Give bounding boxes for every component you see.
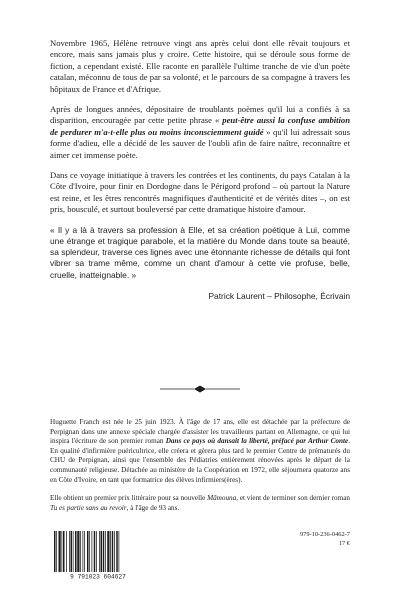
barcode-bar	[84, 531, 85, 572]
barcode-bar	[87, 531, 89, 572]
synopsis-quote-emphasis: peut-être aussi la confuse ambition de perdurer m'a-t-elle plus ou moins inconsciemment guidé	[50, 115, 350, 137]
barcode-bar	[94, 531, 96, 572]
synopsis-p2-after: » qu'il lui adressait sous forme d'adieu, elle a décidé de les sauver de l'oubli afin de faire naître, reconnaître et aimer cet immense poète.	[50, 126, 351, 160]
barcode-bar	[54, 531, 56, 572]
barcode-bar	[80, 531, 81, 572]
barcode-bar	[107, 531, 109, 572]
synopsis-paragraph-1: Novembre 1965, Hélène retrouve vingt ans après celui dont elle rêvait toujours et encore, mais sans jamais plus y croire. Cette histoire, qui se déroule sous forme de fiction, a cependant existé. Elle raconte en parallèle l'ultime tranche de vie d'un poète catalan, méconnu de tous de par sa volonté, et le parcours de sa compagne à travers les hôpitaux de France et d'Afrique.	[50, 38, 350, 94]
barcode-bar	[66, 531, 67, 572]
bio-short-story-title: Mâmouna	[207, 494, 237, 503]
barcode-bar	[103, 531, 105, 572]
review-quote: « Il y a là à travers sa profession à Elle, et sa création poétique à Lui, comme une étrange et tragique parabole, et la matière du Monde dans toute sa beauté, sa splendeur, traverse ces lignes avec une étonnante richesse de détails qui font vibrer sa trame même, comme un chant d'amour à cette vie profuse, belle, cruelle, inatteignable. »	[50, 224, 350, 280]
bio-p1-text-2: . En qualité d'infirmière puéricultrice, elle créera et gèrera plus tard le premier Centre de prématurés du CHU de Perpignan, ainsi que l'ensemble des Pédiatries entièrement rénovées après le départ de la communauté religieuse. Détachée au ministère de la Coopération en 1972, elle séjournera quatorze ans en Côte d'Ivoire, en tant que formatrice des élèves infirmiers(ères).	[50, 437, 351, 484]
barcode-bar	[114, 531, 115, 572]
barcode-bar	[92, 531, 93, 572]
barcode-bar	[56, 531, 57, 572]
author-bio-section	[50, 418, 350, 513]
barcode-bar	[112, 531, 114, 572]
barcode-bar	[75, 531, 77, 572]
isbn-price-block	[300, 530, 350, 548]
barcode-bar	[63, 531, 65, 572]
barcode-bar	[77, 531, 79, 572]
bio-paragraph-1	[50, 418, 350, 485]
synopsis-p2-before: Après de longues années, dépositaire de troublants poèmes qu'il lui a confiés à sa disparition, encouragée par cette petite phrase «	[50, 104, 350, 126]
isbn-barcode	[50, 530, 146, 580]
barcode-bars	[54, 531, 119, 572]
bio-p2-text-3: , à l'âge de 93 ans.	[126, 503, 180, 512]
synopsis-paragraph-2	[50, 104, 350, 161]
barcode-bar	[110, 531, 111, 572]
bio-first-novel-title: Dans ce pays où dansait la liberté, préfacé par Arthur Conte	[165, 437, 349, 446]
barcode-bar	[119, 531, 120, 572]
synopsis-section	[50, 38, 350, 301]
bio-paragraph-2	[50, 494, 350, 513]
barcode-bar	[83, 531, 84, 572]
barcode-bar	[73, 531, 74, 572]
review-author: Patrick Laurent – Philosophe, Écrivain	[208, 290, 350, 301]
bio-p2-text-2: , et vient de terminer son dernier roman	[236, 494, 350, 503]
barcode-bar	[99, 531, 100, 572]
isbn-number: 979-10-236-0462-7	[299, 531, 350, 538]
barcode-bar	[71, 531, 73, 572]
barcode-bar	[105, 531, 106, 572]
barcode-bar	[89, 531, 90, 572]
barcode-bar	[116, 531, 118, 572]
barcode-area	[50, 530, 350, 586]
barcode-bar	[59, 531, 61, 572]
bio-p1-text: Huguette Franch est née le 25 juin 1923. À l'âge de 17 ans, elle est détachée par la préfecture de Perpignan dans une annexe spéciale chargée d'assister les travailleurs partant en Allemagne, ce qui lui inspira l'écriture de son premier roman	[50, 418, 350, 446]
ornament-divider	[160, 384, 240, 394]
bio-p2-text: Elle obtient un premier prix littéraire pour sa nouvelle	[50, 494, 206, 503]
synopsis-paragraph-3: Dans ce voyage initiatique à travers les contrées et les continents, du pays Catalan à la Côte d'Ivoire, pour finir en Dordogne dans le Périgord profond – où partout la Nature est reine, et les êtres rencontrés magnifiques d'authenticité et de vérités dites –, on est pris, bousculé, et surtout bouleversé par cette dramatique histoire d'amour.	[50, 170, 350, 215]
bio-last-novel-title: Tu es partie sans au revoir	[50, 503, 127, 512]
barcode-bar	[62, 531, 63, 572]
barcode-bar	[96, 531, 97, 572]
price: 17 €	[338, 540, 350, 547]
barcode-digits: 9 791023 604627	[70, 573, 126, 580]
barcode-bar	[101, 531, 103, 572]
barcode-bar	[69, 531, 70, 572]
